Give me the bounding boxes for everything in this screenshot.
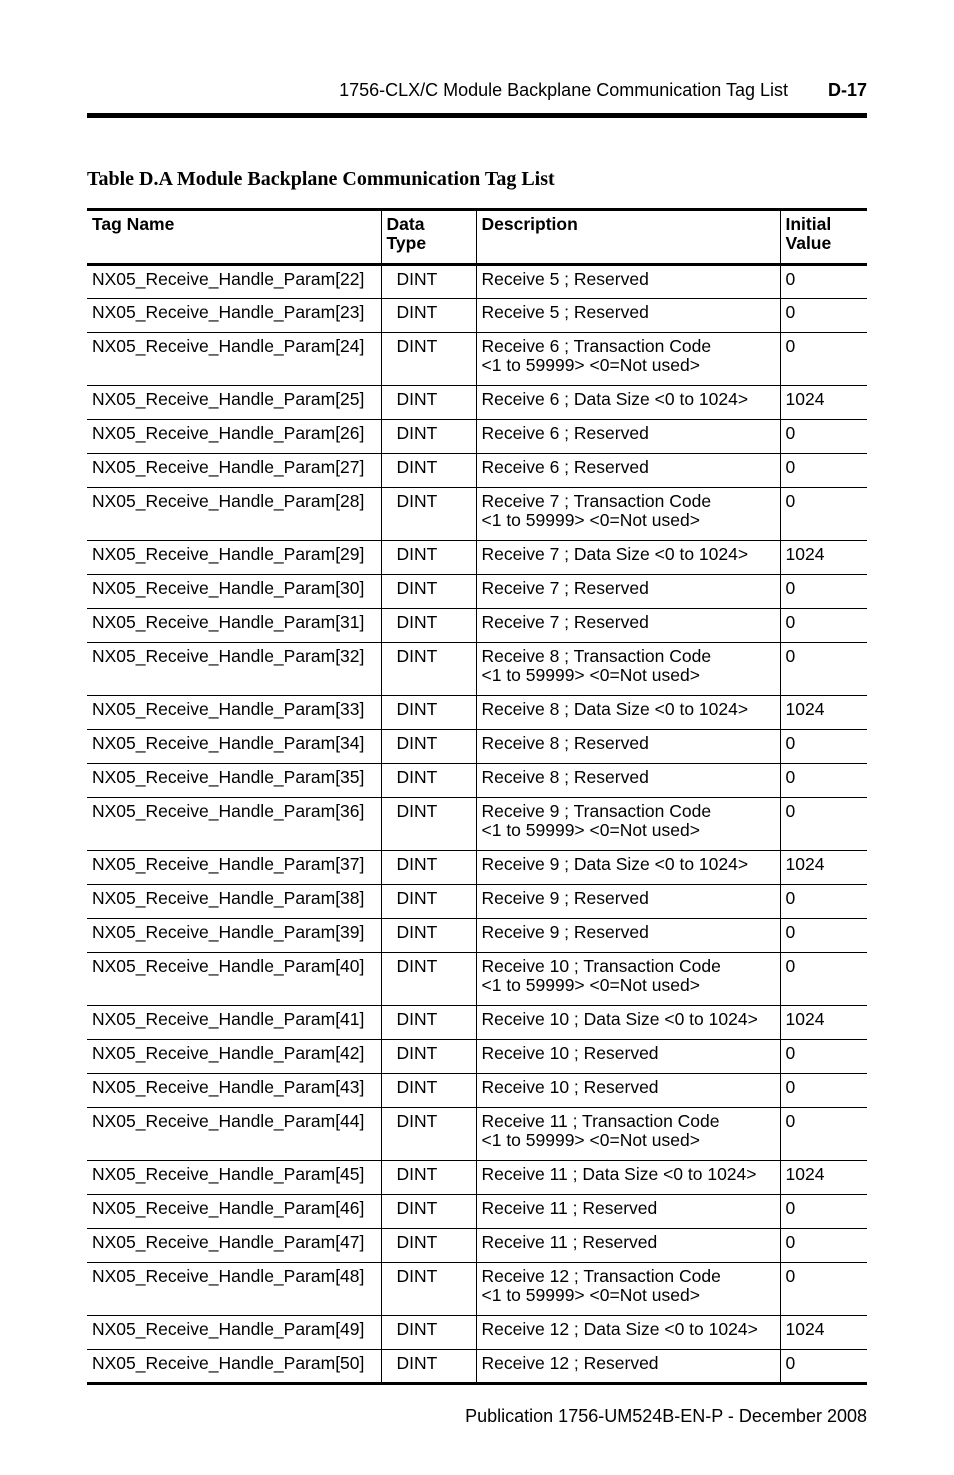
cell-data-type [381, 730, 476, 764]
cell-tag-name [87, 454, 381, 488]
cell-initial-value [780, 730, 867, 764]
column-header-initial-value [780, 210, 867, 265]
table-row [87, 454, 867, 488]
cell-initial-value [780, 953, 867, 1006]
cell-description-text: Receive 11 ; Transaction Code [481, 1111, 720, 1131]
cell-initial-value-text: 1024 [785, 854, 825, 874]
table-caption: Table D.A Module Backplane Communication Tag List [87, 168, 555, 190]
cell-description-text: Receive 6 ; Reserved [481, 423, 649, 443]
cell-data-type [381, 1263, 476, 1316]
cell-tag-name-text: NX05_Receive_Handle_Param[30] [92, 578, 365, 598]
cell-data-type [381, 1229, 476, 1263]
column-header-description-label: Description [481, 214, 578, 234]
cell-initial-value-text: 0 [785, 888, 796, 908]
cell-tag-name [87, 953, 381, 1006]
cell-data-type-text: DINT [396, 854, 438, 874]
publication-footer: Publication 1756-UM524B-EN-P - December 2008 [465, 1406, 867, 1426]
table-row [87, 1229, 867, 1263]
cell-initial-value-text: 0 [785, 1266, 796, 1286]
cell-initial-value-text: 0 [785, 423, 796, 443]
cell-tag-name [87, 730, 381, 764]
cell-data-type [381, 575, 476, 609]
header-title: 1756-CLX/C Module Backplane Communication Tag List [339, 80, 788, 100]
cell-tag-name [87, 1074, 381, 1108]
cell-description [476, 885, 780, 919]
cell-tag-name-text: NX05_Receive_Handle_Param[37] [92, 854, 365, 874]
cell-tag-name [87, 609, 381, 643]
table-header-row [87, 210, 867, 265]
cell-tag-name-text: NX05_Receive_Handle_Param[41] [92, 1009, 365, 1029]
cell-data-type [381, 885, 476, 919]
cell-initial-value-text: 0 [785, 302, 796, 322]
column-header-data-type [381, 210, 476, 265]
cell-tag-name [87, 919, 381, 953]
cell-description-text: Receive 5 ; Reserved [481, 269, 649, 289]
table-row [87, 1040, 867, 1074]
table-row [87, 1316, 867, 1350]
cell-tag-name-text: NX05_Receive_Handle_Param[33] [92, 699, 365, 719]
cell-description-text: Receive 12 ; Data Size <0 to 1024> [481, 1319, 758, 1339]
cell-tag-name-text: NX05_Receive_Handle_Param[40] [92, 956, 365, 976]
cell-description-text: Receive 7 ; Data Size <0 to 1024> [481, 544, 749, 564]
cell-data-type-text: DINT [396, 336, 438, 356]
cell-initial-value [780, 420, 867, 454]
cell-description [476, 1074, 780, 1108]
cell-data-type-text: DINT [396, 544, 438, 564]
column-header-initial-value-line2: Value [785, 233, 832, 253]
cell-tag-name [87, 299, 381, 333]
cell-data-type-text: DINT [396, 767, 438, 787]
cell-description-text: Receive 6 ; Transaction Code [481, 336, 712, 356]
cell-tag-name-text: NX05_Receive_Handle_Param[39] [92, 922, 365, 942]
cell-description-text: Receive 9 ; Reserved [481, 888, 649, 908]
cell-description-text: Receive 9 ; Reserved [481, 922, 649, 942]
table-row [87, 1350, 867, 1384]
cell-initial-value-text: 0 [785, 457, 796, 477]
cell-data-type [381, 764, 476, 798]
cell-description-text: Receive 10 ; Data Size <0 to 1024> [481, 1009, 758, 1029]
column-header-initial-value-line1: Initial [785, 214, 832, 234]
cell-data-type [381, 609, 476, 643]
cell-description-text: Receive 11 ; Data Size <0 to 1024> [481, 1164, 757, 1184]
cell-data-type-text: DINT [396, 612, 438, 632]
cell-initial-value [780, 1229, 867, 1263]
cell-data-type-text: DINT [396, 699, 438, 719]
cell-tag-name [87, 1040, 381, 1074]
cell-initial-value-text: 0 [785, 269, 796, 289]
table-row [87, 953, 867, 1006]
cell-description [476, 1350, 780, 1384]
cell-initial-value [780, 541, 867, 575]
cell-description-text: Receive 11 ; Reserved [481, 1198, 658, 1218]
cell-data-type-text: DINT [396, 578, 438, 598]
cell-tag-name-text: NX05_Receive_Handle_Param[45] [92, 1164, 365, 1184]
cell-description [476, 575, 780, 609]
cell-initial-value-text: 1024 [785, 389, 825, 409]
cell-description [476, 696, 780, 730]
cell-description-text: Receive 9 ; Data Size <0 to 1024> [481, 854, 749, 874]
cell-data-type-text: DINT [396, 1009, 438, 1029]
table-row [87, 575, 867, 609]
cell-data-type-text: DINT [396, 956, 438, 976]
cell-description-text: Receive 8 ; Transaction Code [481, 646, 712, 666]
cell-data-type-text: DINT [396, 1198, 438, 1218]
cell-tag-name [87, 1229, 381, 1263]
cell-data-type [381, 1006, 476, 1040]
cell-description [476, 1006, 780, 1040]
cell-data-type [381, 1350, 476, 1384]
cell-tag-name [87, 885, 381, 919]
cell-description-text: Receive 12 ; Transaction Code [481, 1266, 721, 1286]
cell-initial-value-text: 0 [785, 336, 796, 356]
cell-initial-value-text: 0 [785, 1077, 796, 1097]
cell-initial-value-text: 0 [785, 1198, 796, 1218]
cell-initial-value-text: 1024 [785, 1319, 825, 1339]
cell-description-line2: <1 to 59999> <0=Not used> [481, 820, 700, 840]
cell-initial-value [780, 386, 867, 420]
cell-initial-value [780, 299, 867, 333]
cell-tag-name-text: NX05_Receive_Handle_Param[38] [92, 888, 365, 908]
cell-description-text: Receive 8 ; Reserved [481, 733, 649, 753]
column-header-data-type-line2: Type [386, 233, 427, 253]
cell-data-type-text: DINT [396, 922, 438, 942]
cell-description [476, 1316, 780, 1350]
cell-data-type [381, 454, 476, 488]
cell-tag-name-text: NX05_Receive_Handle_Param[22] [92, 269, 365, 289]
cell-initial-value [780, 696, 867, 730]
cell-data-type [381, 333, 476, 386]
table-row [87, 299, 867, 333]
cell-data-type-text: DINT [396, 733, 438, 753]
cell-data-type-text: DINT [396, 457, 438, 477]
table-row [87, 1006, 867, 1040]
cell-tag-name-text: NX05_Receive_Handle_Param[49] [92, 1319, 365, 1339]
cell-description-line2: <1 to 59999> <0=Not used> [481, 975, 700, 995]
cell-description-text: Receive 10 ; Reserved [481, 1077, 659, 1097]
cell-initial-value-text: 0 [785, 801, 796, 821]
cell-tag-name [87, 575, 381, 609]
column-header-description [476, 210, 780, 265]
cell-description [476, 420, 780, 454]
cell-tag-name-text: NX05_Receive_Handle_Param[31] [92, 612, 365, 632]
cell-description-text: Receive 10 ; Reserved [481, 1043, 659, 1063]
cell-initial-value-text: 0 [785, 491, 796, 511]
cell-tag-name [87, 851, 381, 885]
cell-tag-name-text: NX05_Receive_Handle_Param[25] [92, 389, 365, 409]
cell-tag-name-text: NX05_Receive_Handle_Param[24] [92, 336, 365, 356]
cell-description [476, 1161, 780, 1195]
table-row [87, 541, 867, 575]
cell-initial-value-text: 1024 [785, 1164, 825, 1184]
cell-tag-name [87, 1161, 381, 1195]
cell-description [476, 764, 780, 798]
cell-data-type [381, 265, 476, 299]
cell-description-text: Receive 5 ; Reserved [481, 302, 649, 322]
cell-initial-value-text: 0 [785, 1353, 796, 1373]
cell-description [476, 609, 780, 643]
cell-initial-value-text: 1024 [785, 699, 825, 719]
cell-tag-name [87, 541, 381, 575]
cell-description [476, 265, 780, 299]
cell-initial-value [780, 1006, 867, 1040]
cell-data-type-text: DINT [396, 1353, 438, 1373]
cell-initial-value-text: 0 [785, 733, 796, 753]
cell-initial-value-text: 0 [785, 646, 796, 666]
table-row [87, 919, 867, 953]
cell-initial-value-text: 0 [785, 922, 796, 942]
table-row [87, 696, 867, 730]
table-row [87, 1263, 867, 1316]
cell-tag-name-text: NX05_Receive_Handle_Param[32] [92, 646, 365, 666]
cell-tag-name-text: NX05_Receive_Handle_Param[42] [92, 1043, 365, 1063]
cell-description-text: Receive 11 ; Reserved [481, 1232, 658, 1252]
cell-data-type-text: DINT [396, 269, 438, 289]
cell-initial-value-text: 1024 [785, 544, 825, 564]
cell-tag-name-text: NX05_Receive_Handle_Param[43] [92, 1077, 365, 1097]
column-header-tag-name [87, 210, 381, 265]
cell-initial-value [780, 575, 867, 609]
cell-description-text: Receive 6 ; Reserved [481, 457, 649, 477]
cell-description [476, 333, 780, 386]
cell-description [476, 953, 780, 1006]
cell-data-type [381, 488, 476, 541]
cell-tag-name [87, 1316, 381, 1350]
cell-description [476, 851, 780, 885]
cell-initial-value [780, 851, 867, 885]
cell-initial-value-text: 0 [785, 578, 796, 598]
cell-description-text: Receive 7 ; Transaction Code [481, 491, 712, 511]
cell-description-text: Receive 7 ; Reserved [481, 612, 649, 632]
cell-data-type-text: DINT [396, 389, 438, 409]
cell-description [476, 1195, 780, 1229]
cell-tag-name [87, 764, 381, 798]
cell-data-type-text: DINT [396, 801, 438, 821]
column-header-data-type-line1: Data [386, 214, 425, 234]
cell-data-type [381, 299, 476, 333]
cell-tag-name [87, 1350, 381, 1384]
cell-initial-value [780, 609, 867, 643]
table-row [87, 643, 867, 696]
cell-data-type [381, 696, 476, 730]
cell-description [476, 730, 780, 764]
cell-description-line2: <1 to 59999> <0=Not used> [481, 355, 700, 375]
cell-initial-value-text: 1024 [785, 1009, 825, 1029]
table-row [87, 333, 867, 386]
table-row [87, 851, 867, 885]
cell-data-type [381, 919, 476, 953]
cell-data-type [381, 643, 476, 696]
table-body [87, 265, 867, 1384]
cell-initial-value [780, 1074, 867, 1108]
cell-initial-value-text: 0 [785, 1111, 796, 1131]
cell-initial-value [780, 1108, 867, 1161]
cell-tag-name-text: NX05_Receive_Handle_Param[27] [92, 457, 365, 477]
table-row [87, 609, 867, 643]
cell-initial-value [780, 488, 867, 541]
cell-description [476, 386, 780, 420]
cell-description [476, 643, 780, 696]
cell-data-type-text: DINT [396, 423, 438, 443]
cell-tag-name-text: NX05_Receive_Handle_Param[34] [92, 733, 365, 753]
cell-initial-value [780, 1161, 867, 1195]
cell-tag-name [87, 420, 381, 454]
cell-tag-name [87, 798, 381, 851]
cell-initial-value [780, 798, 867, 851]
table-row [87, 730, 867, 764]
cell-data-type [381, 798, 476, 851]
table-row [87, 420, 867, 454]
cell-description-text: Receive 10 ; Transaction Code [481, 956, 721, 976]
cell-data-type [381, 1316, 476, 1350]
cell-description [476, 798, 780, 851]
table-row [87, 386, 867, 420]
cell-description [476, 919, 780, 953]
cell-tag-name [87, 265, 381, 299]
table-row [87, 764, 867, 798]
cell-data-type [381, 1074, 476, 1108]
cell-data-type [381, 1161, 476, 1195]
cell-tag-name-text: NX05_Receive_Handle_Param[44] [92, 1111, 365, 1131]
cell-description [476, 454, 780, 488]
cell-tag-name-text: NX05_Receive_Handle_Param[28] [92, 491, 365, 511]
cell-description-text: Receive 8 ; Data Size <0 to 1024> [481, 699, 749, 719]
cell-data-type-text: DINT [396, 1232, 438, 1252]
cell-description [476, 1229, 780, 1263]
cell-tag-name [87, 643, 381, 696]
cell-data-type-text: DINT [396, 1111, 438, 1131]
cell-data-type-text: DINT [396, 1043, 438, 1063]
cell-initial-value-text: 0 [785, 1232, 796, 1252]
cell-description [476, 1263, 780, 1316]
cell-tag-name-text: NX05_Receive_Handle_Param[26] [92, 423, 365, 443]
cell-tag-name-text: NX05_Receive_Handle_Param[48] [92, 1266, 365, 1286]
cell-data-type [381, 1040, 476, 1074]
cell-data-type-text: DINT [396, 1164, 438, 1184]
cell-initial-value [780, 885, 867, 919]
cell-initial-value [780, 1263, 867, 1316]
cell-description-text: Receive 8 ; Reserved [481, 767, 649, 787]
cell-data-type [381, 1195, 476, 1229]
cell-description-line2: <1 to 59999> <0=Not used> [481, 510, 700, 530]
cell-initial-value [780, 333, 867, 386]
table-row [87, 1108, 867, 1161]
cell-data-type [381, 386, 476, 420]
cell-initial-value [780, 1040, 867, 1074]
cell-tag-name [87, 1108, 381, 1161]
cell-description-text: Receive 6 ; Data Size <0 to 1024> [481, 389, 749, 409]
cell-data-type [381, 851, 476, 885]
cell-tag-name [87, 386, 381, 420]
cell-tag-name-text: NX05_Receive_Handle_Param[29] [92, 544, 365, 564]
cell-description-text: Receive 9 ; Transaction Code [481, 801, 712, 821]
page-number: D-17 [827, 80, 867, 100]
cell-data-type [381, 541, 476, 575]
cell-tag-name-text: NX05_Receive_Handle_Param[50] [92, 1353, 365, 1373]
cell-initial-value [780, 1350, 867, 1384]
cell-data-type [381, 420, 476, 454]
cell-description [476, 299, 780, 333]
cell-description-line2: <1 to 59999> <0=Not used> [481, 1285, 700, 1305]
cell-data-type-text: DINT [396, 1266, 438, 1286]
cell-initial-value-text: 0 [785, 612, 796, 632]
cell-data-type-text: DINT [396, 491, 438, 511]
cell-data-type-text: DINT [396, 1077, 438, 1097]
cell-description-line2: <1 to 59999> <0=Not used> [481, 665, 700, 685]
cell-data-type-text: DINT [396, 646, 438, 666]
cell-initial-value [780, 1195, 867, 1229]
cell-data-type [381, 1108, 476, 1161]
table-row [87, 265, 867, 299]
cell-tag-name-text: NX05_Receive_Handle_Param[36] [92, 801, 365, 821]
cell-initial-value [780, 1316, 867, 1350]
table-row [87, 885, 867, 919]
cell-description [476, 541, 780, 575]
running-header [87, 80, 867, 106]
cell-data-type-text: DINT [396, 888, 438, 908]
cell-initial-value [780, 265, 867, 299]
cell-initial-value-text: 0 [785, 956, 796, 976]
table-row [87, 1161, 867, 1195]
cell-tag-name [87, 1195, 381, 1229]
cell-data-type-text: DINT [396, 1319, 438, 1339]
cell-initial-value [780, 454, 867, 488]
cell-initial-value [780, 919, 867, 953]
header-rule [87, 113, 867, 118]
cell-initial-value-text: 0 [785, 767, 796, 787]
cell-description-text: Receive 7 ; Reserved [481, 578, 649, 598]
cell-tag-name [87, 696, 381, 730]
table-row [87, 1074, 867, 1108]
table-row [87, 488, 867, 541]
tag-list-table [87, 208, 867, 1385]
cell-description [476, 1108, 780, 1161]
cell-data-type-text: DINT [396, 302, 438, 322]
cell-data-type [381, 953, 476, 1006]
table-row [87, 798, 867, 851]
cell-tag-name-text: NX05_Receive_Handle_Param[35] [92, 767, 365, 787]
cell-tag-name [87, 333, 381, 386]
cell-initial-value-text: 0 [785, 1043, 796, 1063]
cell-tag-name [87, 488, 381, 541]
column-header-tag-name-label: Tag Name [92, 214, 175, 234]
cell-tag-name-text: NX05_Receive_Handle_Param[23] [92, 302, 365, 322]
cell-initial-value [780, 764, 867, 798]
cell-description-line2: <1 to 59999> <0=Not used> [481, 1130, 700, 1150]
cell-tag-name [87, 1006, 381, 1040]
table-row [87, 1195, 867, 1229]
cell-tag-name [87, 1263, 381, 1316]
cell-description [476, 488, 780, 541]
cell-tag-name-text: NX05_Receive_Handle_Param[46] [92, 1198, 365, 1218]
cell-description-text: Receive 12 ; Reserved [481, 1353, 659, 1373]
cell-description [476, 1040, 780, 1074]
cell-tag-name-text: NX05_Receive_Handle_Param[47] [92, 1232, 365, 1252]
cell-initial-value [780, 643, 867, 696]
